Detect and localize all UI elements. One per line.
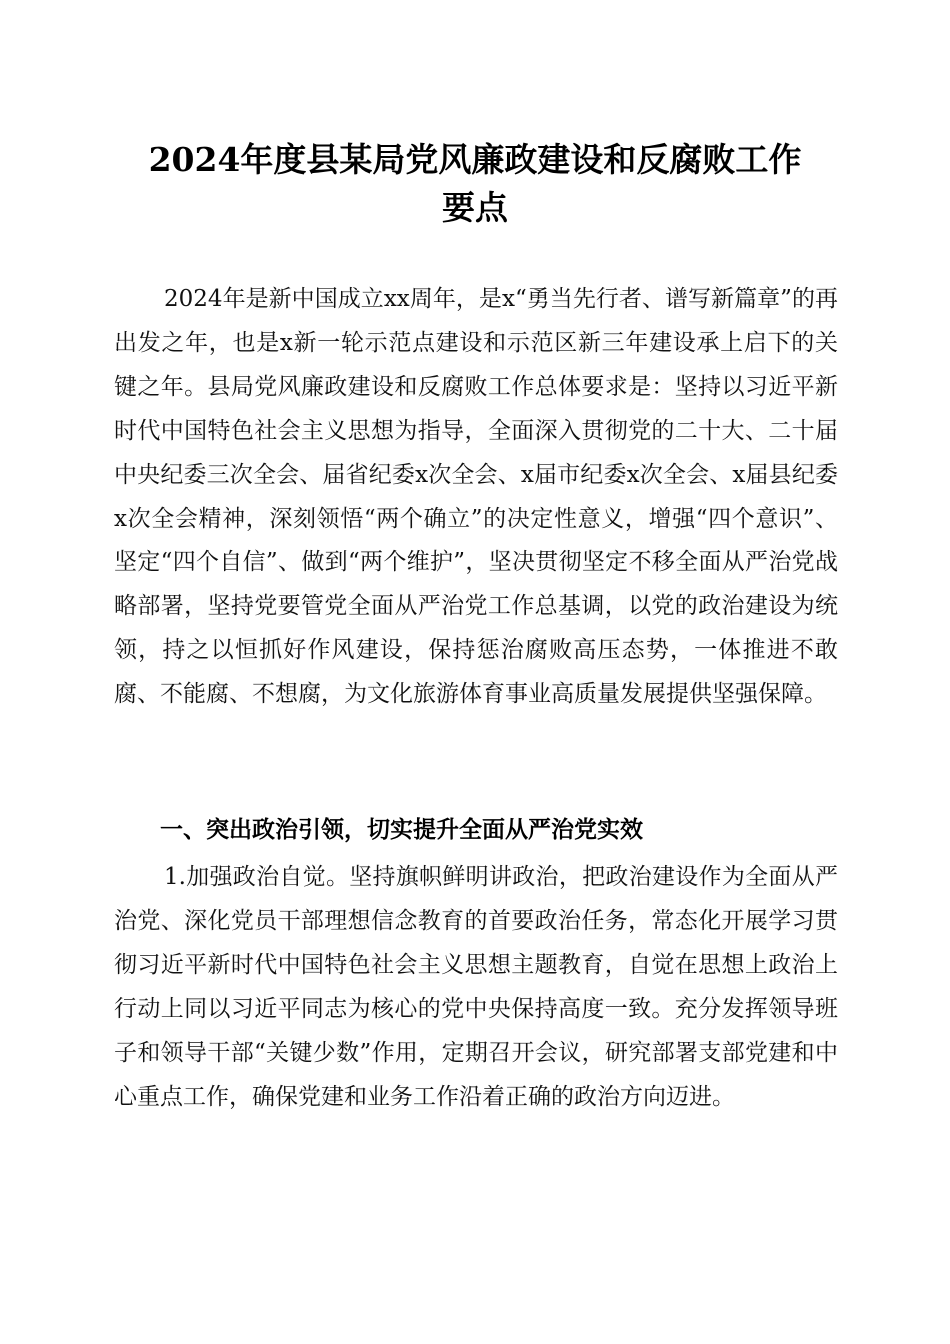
intro-paragraph <box>114 278 838 717</box>
title-line-1: 2024年度县某局党风廉政建设和反腐败工作 <box>148 140 802 179</box>
document-title <box>120 136 830 232</box>
section-paragraph-text: 1.加强政治自觉。坚持旗帜鲜明讲政治，把政治建设作为全面从严治党、深化党员干部理想信念教育的首要政治任务，常态化开展学习贯彻习近平新时代中国特色社会主义思想主题教育，自觉在思想上政治上行动上同以习近平同志为核心的党中央保持高度一致。充分发挥领导班子和领导干部“关键少数”作用，定期召开会议，研究部署支部党建和中心重点工作，确保党建和业务工作沿着正确的政治方向迈进。 <box>114 864 838 1110</box>
section-heading: 一、突出政治引领，切实提升全面从严治党实效 <box>160 817 643 843</box>
section-paragraph <box>114 856 838 1119</box>
intro-paragraph-text: 2024年是新中国成立xx周年，是x“勇当先行者、谱写新篇章”的再出发之年，也是x新一轮示范点建设和示范区新三年建设承上启下的关键之年。县局党风廉政建设和反腐败工作总体要求是：坚持以习近平新时代中国特色社会主义思想为指导，全面深入贯彻党的二十大、二十届中央纪委三次全会、届省纪委x次全会、x届市纪委x次全会、x届县纪委x次全会精神，深刻领悟“两个确立”的决定性意义，增强“四个意识”、坚定“四个自信”、做到“两个维护”，坚决贯彻坚定不移全面从严治党战略部署，坚持党要管党全面从严治党工作总基调，以党的政治建设为统领，持之以恒抓好作风建设，保持惩治腐败高压态势，一体推进不敢腐、不能腐、不想腐，为文化旅游体育事业高质量发展提供坚强保障。 <box>114 286 838 708</box>
title-line-2: 要点 <box>442 188 508 227</box>
